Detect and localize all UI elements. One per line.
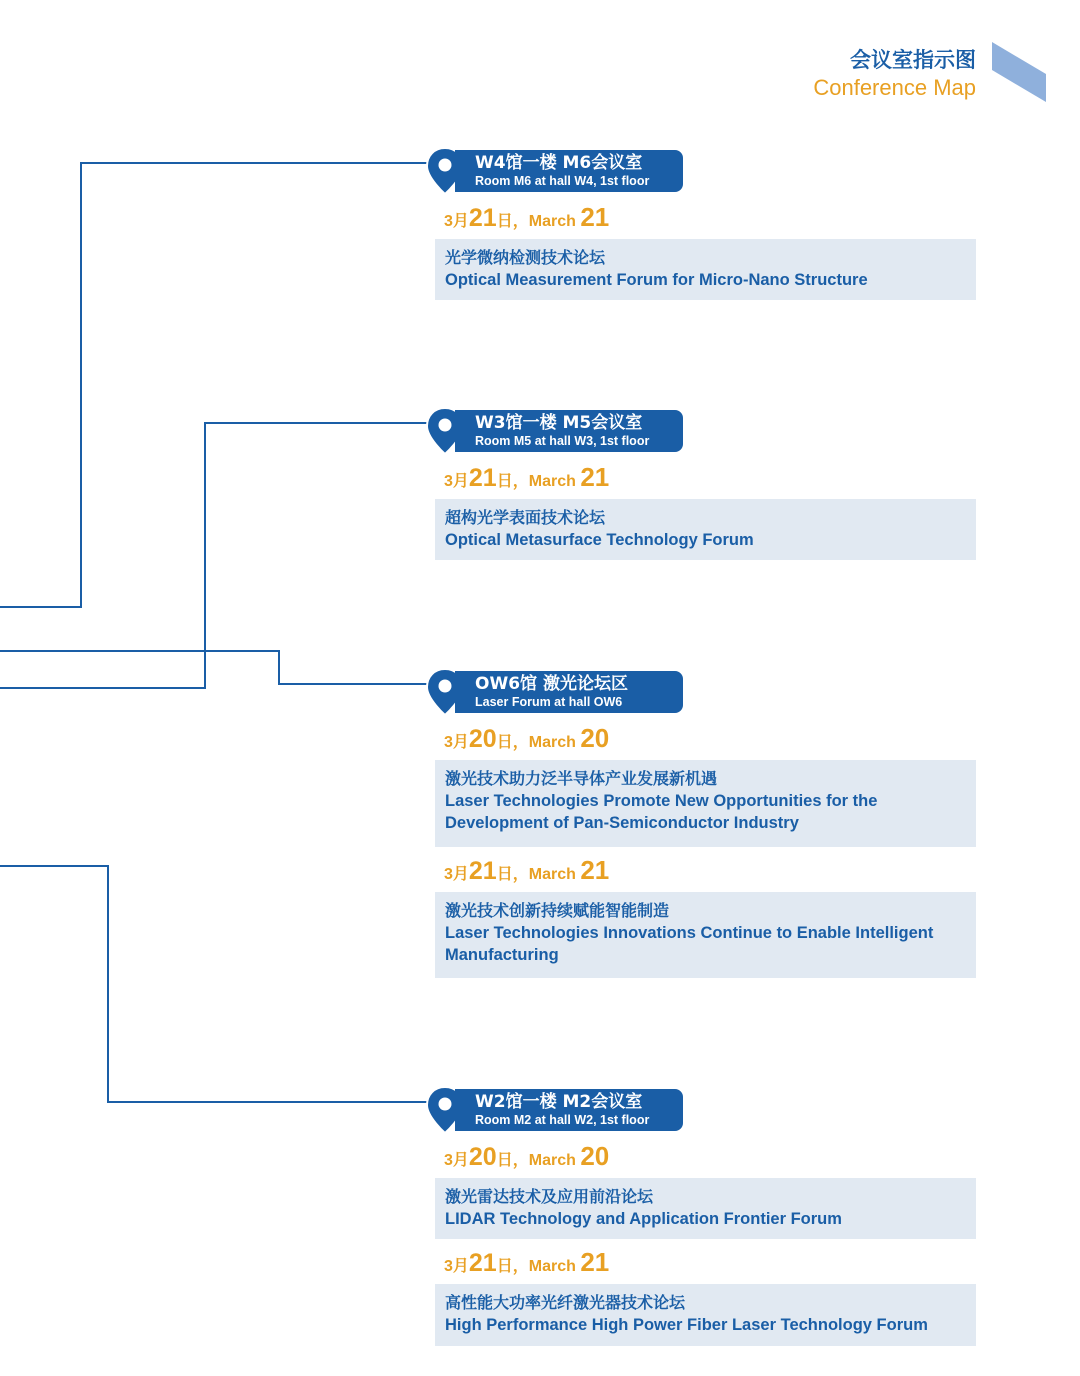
forum-title-en: High Performance High Power Fiber Laser Technology Forum: [445, 1316, 928, 1334]
forum-title-en: Laser Technologies Innovations Continue to Enable Intelligent Manufacturing: [445, 924, 934, 964]
forum-title-en: Laser Technologies Promote New Opportunities for the Development of Pan-Semiconductor Industry: [445, 792, 878, 832]
room-name-cn: W2馆一楼 M2会议室: [475, 1092, 643, 1112]
room-name-en: Room M5 at hall W3, 1st floor: [475, 434, 650, 448]
forum-title-cn: 激光雷达技术及应用前沿论坛: [445, 1187, 654, 1206]
session-date: [444, 202, 609, 234]
forum-title-cn: 高性能大功率光纤激光器技术论坛: [445, 1293, 686, 1312]
date-en-day: 21: [580, 462, 610, 492]
date-day: 21: [468, 1249, 497, 1277]
session-date: [444, 855, 609, 887]
date-day-suffix: 日，: [496, 866, 529, 883]
session-date: [444, 1247, 609, 1279]
date-day-suffix: 日，: [496, 473, 529, 490]
map-title-cn: 会议室指示图: [850, 48, 976, 72]
date-en-day: 21: [580, 1247, 610, 1277]
date-month-cn: 3月: [444, 473, 469, 490]
date-day: 21: [468, 204, 497, 232]
date-en: March: [528, 734, 581, 751]
room-name-en: Room M2 at hall W2, 1st floor: [475, 1113, 650, 1127]
forum-box: [435, 1284, 976, 1346]
date-en: March: [528, 1152, 581, 1169]
connector-w2: [0, 866, 430, 1102]
date-en-day: 21: [580, 855, 610, 885]
room-name-cn: OW6馆 激光论坛区: [475, 674, 628, 694]
room-name-cn: W3馆一楼 M5会议室: [475, 413, 643, 433]
room-banner: [455, 671, 683, 713]
forum-box: [435, 1178, 976, 1239]
date-day-suffix: 日，: [496, 1152, 529, 1169]
date-en: March: [528, 473, 581, 490]
room-name-en: Room M6 at hall W4, 1st floor: [475, 174, 650, 188]
date-day-suffix: 日，: [496, 734, 529, 751]
date-month-cn: 3月: [444, 1152, 469, 1169]
forum-title-cn: 光学微纳检测技术论坛: [445, 248, 606, 267]
date-en: March: [528, 1258, 581, 1275]
room-name-en: Laser Forum at hall OW6: [475, 695, 623, 709]
corner-decoration: [990, 40, 1050, 106]
date-month-cn: 3月: [444, 734, 469, 751]
map-header: [813, 46, 976, 102]
forum-title-cn: 超构光学表面技术论坛: [445, 508, 606, 527]
date-en: March: [528, 213, 581, 230]
date-en-day: 20: [580, 723, 610, 753]
session-date: [444, 462, 609, 494]
forum-box: [435, 760, 976, 847]
room-banner: [455, 150, 683, 192]
date-day: 20: [468, 1143, 497, 1171]
date-day: 21: [468, 464, 497, 492]
connector-w4: [0, 163, 430, 607]
forum-title-en: Optical Measurement Forum for Micro-Nano Structure: [445, 271, 868, 289]
connector-ow6: [0, 651, 430, 684]
room-banner: [455, 1089, 683, 1131]
room-name-cn: W4馆一楼 M6会议室: [475, 153, 643, 173]
date-en-day: 20: [580, 1141, 610, 1171]
map-title-en: Conference Map: [813, 75, 976, 100]
session-date: [444, 723, 609, 755]
date-day: 20: [468, 725, 497, 753]
forum-title-cn: 激光技术助力泛半导体产业发展新机遇: [445, 769, 718, 788]
date-day-suffix: 日，: [496, 213, 529, 230]
forum-title-en: LIDAR Technology and Application Frontier Forum: [445, 1210, 842, 1228]
date-en: March: [528, 866, 581, 883]
date-en-day: 21: [580, 202, 610, 232]
date-day: 21: [468, 857, 497, 885]
session-date: [444, 1141, 609, 1173]
forum-box: [435, 499, 976, 560]
forum-title-cn: 激光技术创新持续赋能智能制造: [445, 901, 670, 920]
forum-box: [435, 239, 976, 300]
forum-title-en: Optical Metasurface Technology Forum: [445, 531, 754, 549]
date-month-cn: 3月: [444, 866, 469, 883]
date-month-cn: 3月: [444, 213, 469, 230]
room-banner: [455, 410, 683, 452]
date-day-suffix: 日，: [496, 1258, 529, 1275]
date-month-cn: 3月: [444, 1258, 469, 1275]
connector-w3: [0, 423, 430, 688]
forum-box: [435, 892, 976, 978]
